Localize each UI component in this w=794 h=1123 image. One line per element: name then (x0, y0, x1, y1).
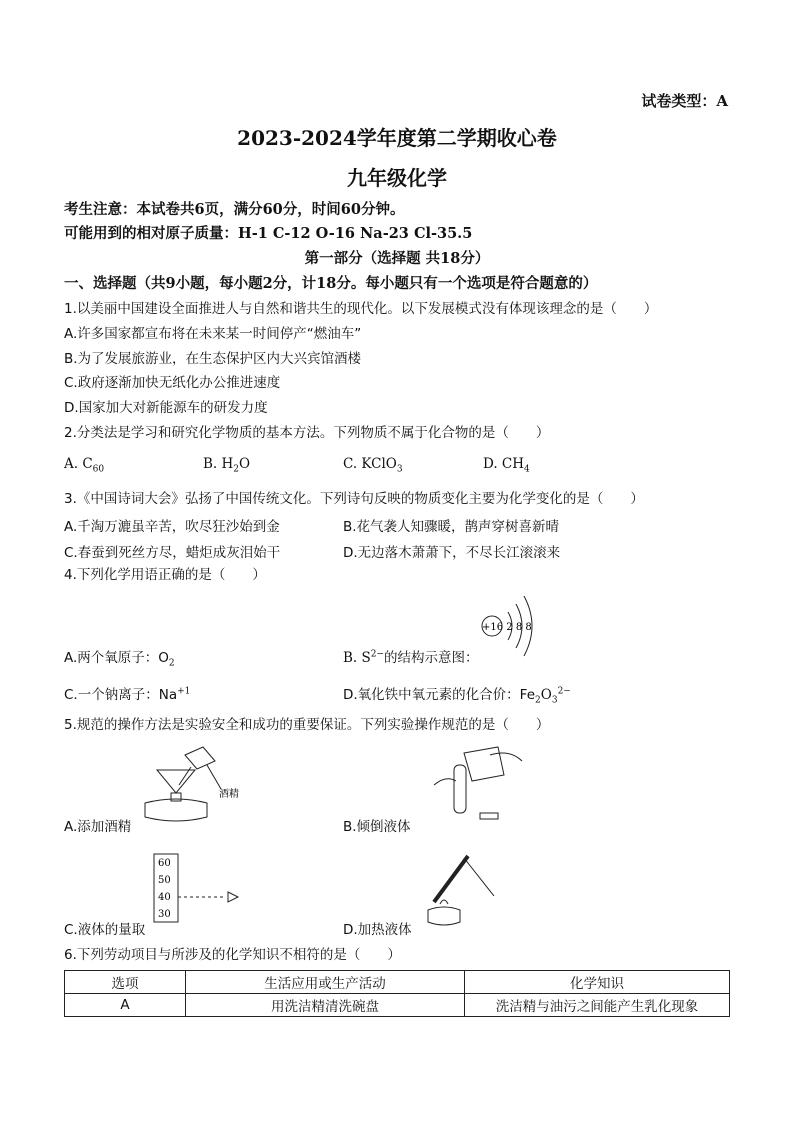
q4-option-a: A.两个氧原子：$O_2$ (64, 650, 175, 669)
q1-option-a: A.许多国家都宣布将在未来某一时间停产“燃油车” (64, 326, 362, 342)
table-row (65, 994, 730, 1017)
q5-option-b: B.倾倒液体 (343, 819, 411, 835)
row-a-knowledge: 洗洁精与油污之间能产生乳化现象 (465, 994, 730, 1017)
heat-liquid-illustration (420, 848, 510, 928)
exam-subtitle: 九年级化学 (347, 166, 447, 190)
q2-option-b: B. $H_2O$ (203, 456, 251, 475)
sulfur-ion-structure-diagram (470, 590, 550, 660)
q2-stem: 2.分类法是学习和研究化学物质的基本方法。下列物质不属于化合物的是（ ） (64, 425, 550, 441)
exam-title: 2023-2024学年度第二学期收心卷 (237, 126, 557, 150)
header-knowledge: 化学知识 (465, 971, 730, 994)
part1-heading: 第一部分（选择题 共18分） (304, 250, 490, 267)
tick-60: 60 (158, 858, 171, 869)
alcohol-label: 酒精 (219, 789, 239, 800)
q2-option-c: C. KClO$_3$ (343, 456, 403, 475)
q5-option-d: D.加热液体 (343, 922, 412, 938)
atomic-mass-note: 可能用到的相对原子质量：H-1 C-12 O-16 Na-23 Cl-35.5 (64, 225, 473, 242)
pour-liquid-illustration (420, 745, 530, 825)
q1-option-d: D.国家加大对新能源车的研发力度 (64, 400, 268, 416)
header-activity: 生活应用或生产活动 (186, 971, 465, 994)
q4-option-d: D.氧化铁中氧元素的化合价：$Fe_2O_3^{2-}$ (343, 686, 571, 706)
q1-option-c: C.政府逐渐加快无纸化办公推进速度 (64, 375, 281, 391)
tick-30: 30 (158, 909, 171, 920)
table-header-row (65, 971, 730, 994)
q2-option-a: A. $C_{60}$ (64, 456, 105, 475)
q1-option-b: B.为了发展旅游业，在生态保护区内大兴宾馆酒楼 (64, 351, 362, 367)
q3-stem: 3.《中国诗词大会》弘扬了中国传统文化。下列诗句反映的物质变化主要为化学变化的是（ ） (64, 491, 644, 507)
row-a-activity: 用洗洁精清洗碗盘 (186, 994, 465, 1017)
q4-option-b: B. $S^{2-}$的结构示意图： (343, 649, 479, 666)
q5-option-a: A.添加酒精 (64, 819, 132, 835)
section1-heading: 一、选择题（共9小题，每小题2分，计18分。每小题只有一个选项是符合题意的） (64, 275, 598, 292)
row-a-option: A (65, 994, 186, 1017)
add-alcohol-illustration (135, 745, 245, 825)
q4-option-c: C.一个钠离子：$Na^{+1}$ (64, 686, 191, 703)
q2-option-d: D. $CH_4$ (483, 456, 530, 475)
q5-option-c: C.液体的量取 (64, 922, 146, 938)
q5-stem: 5.规范的操作方法是实验安全和成功的重要保证。下列实验操作规范的是（ ） (64, 717, 550, 733)
header-option: 选项 (65, 971, 186, 994)
tick-50: 50 (158, 875, 171, 886)
paper-type: 试卷类型：A (641, 92, 728, 110)
measure-liquid-illustration (150, 850, 250, 925)
structure-diagram-label: +16 2 8 8 (482, 622, 532, 633)
q6-stem: 6.下列劳动项目与所涉及的化学知识不相符的是（ ） (64, 947, 401, 963)
q4-stem: 4.下列化学用语正确的是（ ） (64, 567, 266, 583)
q3-option-c: C.春蚕到死丝方尽，蜡炬成灰泪始干 (64, 545, 281, 561)
q3-option-a: A.千淘万漉虽辛苦，吹尽狂沙始到金 (64, 519, 280, 535)
tick-40: 40 (158, 892, 171, 903)
eye-icon (228, 892, 238, 902)
q6-table (64, 970, 730, 1017)
exam-notice: 考生注意：本试卷共6页，满分60分，时间60分钟。 (64, 201, 405, 218)
q3-option-d: D.无边落木萧萧下，不尽长江滚滚来 (343, 545, 561, 561)
q1-stem: 1.以美丽中国建设全面推进人与自然和谐共生的现代化。以下发展模式没有体现该理念的是（ ） (64, 301, 658, 317)
q3-option-b: B.花气袭人知骤暖，鹊声穿树喜新晴 (343, 519, 560, 535)
